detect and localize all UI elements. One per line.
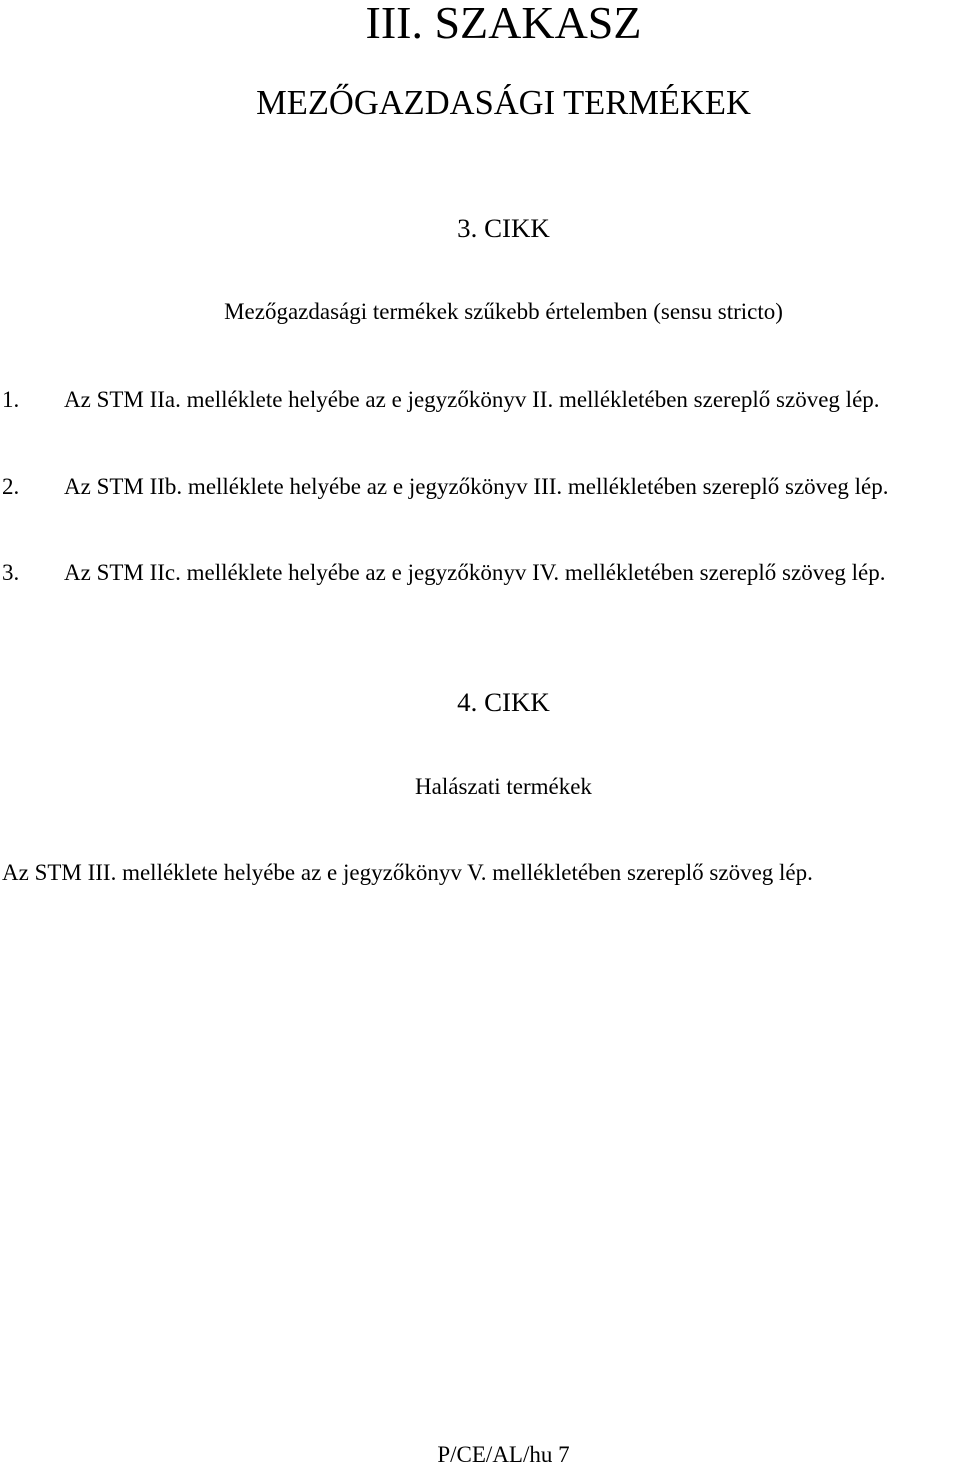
article-3-item xyxy=(0,388,960,414)
page-footer: P/CE/AL/hu 7 xyxy=(437,1442,570,1467)
article-4-title: Halászati termékek xyxy=(415,774,592,799)
item-text: Az STM IIa. melléklete helyébe az e jegyzőkönyv II. mellékletében szereplő szöveg lép. xyxy=(64,387,880,412)
section-heading: III. SZAKASZ xyxy=(365,0,642,48)
item-number: 3. xyxy=(2,560,20,585)
item-number: 2. xyxy=(2,474,20,499)
article-3-title: Mezőgazdasági termékek szűkebb értelemben (sensu stricto) xyxy=(224,299,783,324)
section-title: MEZŐGAZDASÁGI TERMÉKEK xyxy=(256,84,751,122)
article-3-item xyxy=(0,561,960,587)
article-4-paragraph: Az STM III. melléklete helyébe az e jegyzőkönyv V. mellékletében szereplő szöveg lép. xyxy=(2,860,813,885)
item-number: 1. xyxy=(2,387,20,412)
item-text: Az STM IIb. melléklete helyébe az e jegyzőkönyv III. mellékletében szereplő szöveg lép. xyxy=(64,474,889,499)
item-text: Az STM IIc. melléklete helyébe az e jegyzőkönyv IV. mellékletében szereplő szöveg lép. xyxy=(64,560,886,585)
article-3-heading: 3. CIKK xyxy=(457,213,550,243)
article-3-item xyxy=(0,475,960,501)
article-4-heading: 4. CIKK xyxy=(457,687,550,717)
